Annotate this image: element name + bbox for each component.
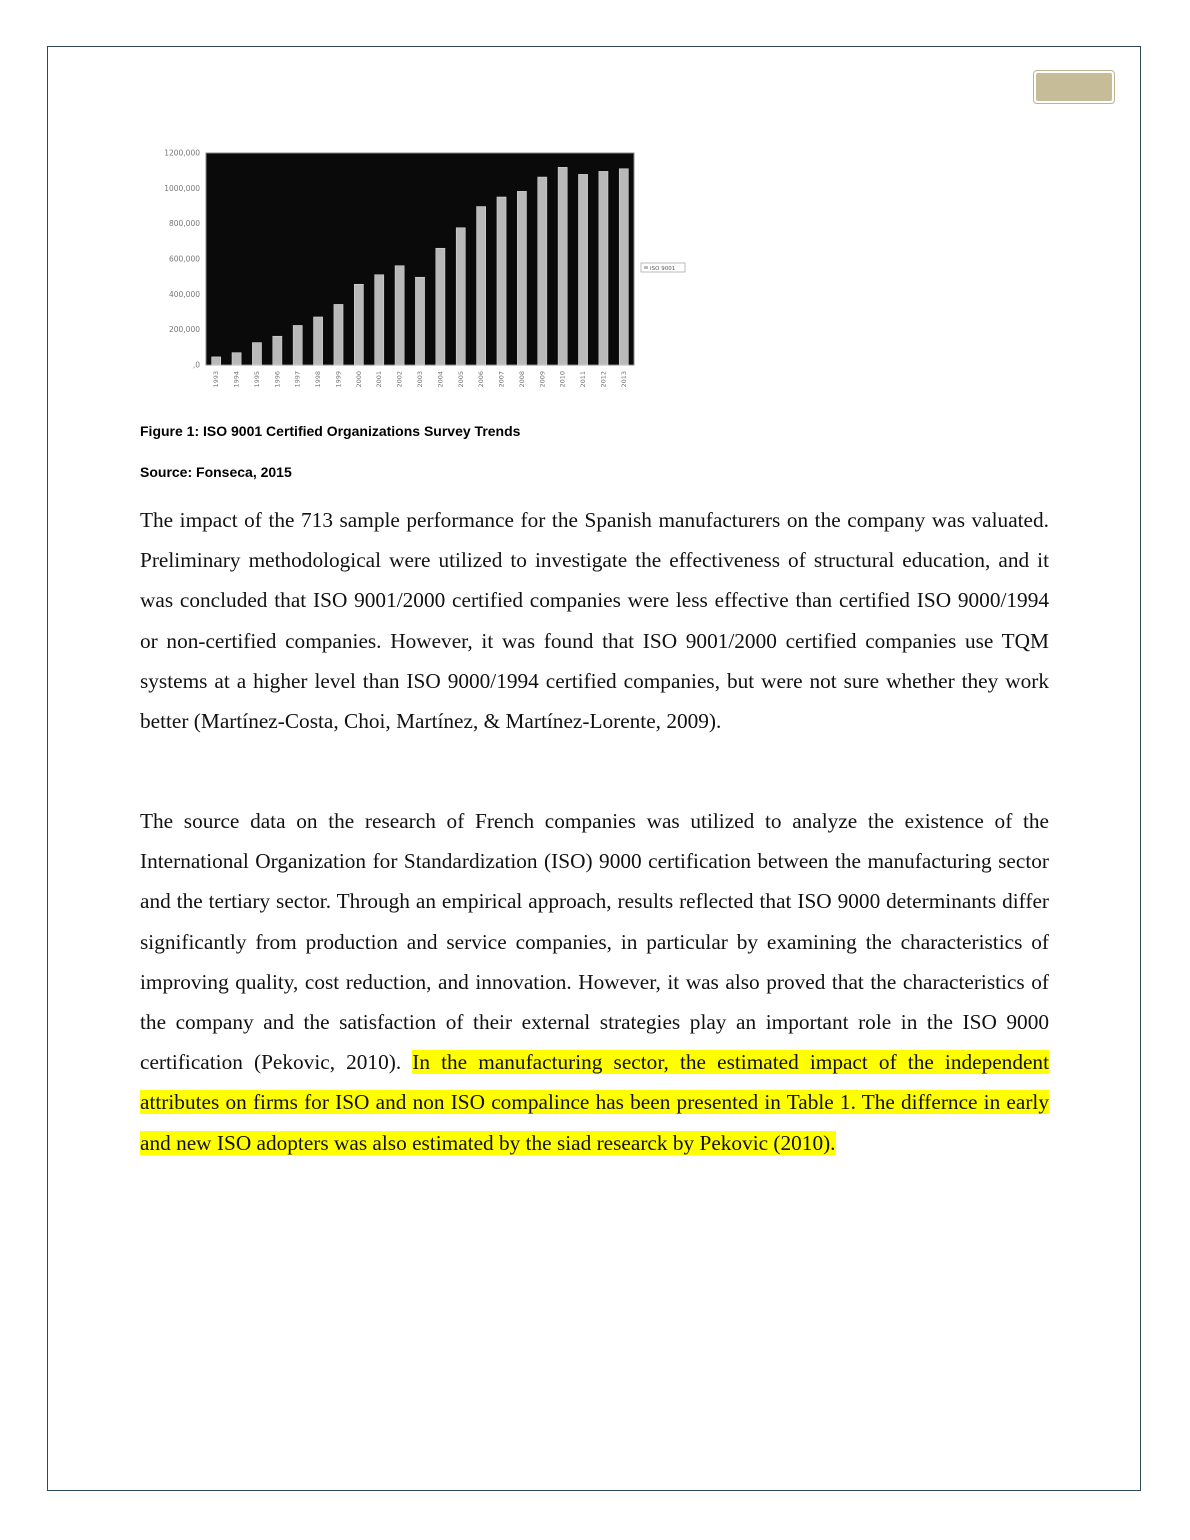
- legend: [641, 263, 685, 272]
- bar-2004: [436, 248, 445, 365]
- x-tick-label: 2004: [436, 371, 445, 388]
- iso-chart: [150, 140, 695, 390]
- y-tick-label: 800,000: [168, 219, 200, 229]
- y-axis-ticks: [164, 149, 200, 370]
- iso-chart-svg: [150, 140, 695, 390]
- bar-2005: [456, 228, 465, 365]
- bar-1998: [314, 317, 323, 365]
- bar-2012: [599, 171, 608, 365]
- body-paragraph-2: [140, 801, 1049, 1163]
- bar-2007: [497, 197, 506, 365]
- bar-1999: [334, 304, 343, 365]
- x-tick-label: 2011: [579, 371, 588, 388]
- x-tick-label: 2006: [477, 371, 486, 388]
- x-tick-label: 2012: [599, 371, 608, 388]
- bar-2011: [578, 174, 587, 365]
- x-tick-label: 1993: [212, 371, 221, 388]
- x-tick-label: 1995: [252, 371, 261, 388]
- figure-source: Source: Fonseca, 2015: [140, 464, 292, 480]
- x-tick-label: 1999: [334, 371, 343, 388]
- bar-1996: [273, 336, 282, 365]
- y-tick-label: 1000,000: [164, 183, 200, 193]
- y-tick-label: ,0: [192, 360, 200, 370]
- body-paragraph-2-text: The source data on the research of French companies was utilized to analyze the existence of the International Organization for Standardization (ISO) 9000 certification between the manufacturing sector and the tertiary sector. Through an empirical approach, results reflected that ISO 9000 determinants differ significantly from production and service companies, in particular by examining the characteristics of improving quality, cost reduction, and innovation. However, it was also proved that the characteristics of the company and the satisfaction of their external strategies play an important role in the ISO 9000 certification (Pekovic, 2010).: [140, 809, 1049, 1075]
- x-tick-label: 2010: [558, 371, 567, 388]
- x-tick-label: 1997: [293, 371, 302, 388]
- x-tick-label: 2013: [619, 371, 628, 388]
- bar-2006: [477, 207, 486, 365]
- y-tick-label: 1200,000: [164, 148, 200, 158]
- x-tick-label: 2008: [517, 371, 526, 388]
- bar-1997: [293, 325, 302, 365]
- bar-2008: [517, 191, 526, 365]
- x-tick-label: 1998: [314, 371, 323, 388]
- x-tick-label: 2007: [497, 371, 506, 388]
- y-tick-label: 200,000: [168, 325, 200, 335]
- bar-2001: [375, 275, 384, 365]
- legend-label: ISO 9001: [650, 266, 676, 272]
- x-tick-label: 2002: [395, 371, 404, 388]
- y-tick-label: 600,000: [168, 254, 200, 264]
- bar-2010: [558, 167, 567, 365]
- bar-1994: [232, 353, 241, 365]
- bar-2000: [354, 284, 363, 365]
- x-tick-label: 2001: [375, 371, 384, 388]
- x-tick-label: 2009: [538, 371, 547, 388]
- y-tick-label: 400,000: [168, 289, 200, 299]
- figure-caption: Figure 1: ISO 9001 Certified Organizations Survey Trends: [140, 423, 521, 439]
- x-tick-label: 2000: [354, 371, 363, 388]
- bar-1993: [212, 357, 221, 365]
- x-tick-label: 1994: [232, 371, 241, 388]
- bar-2013: [619, 169, 628, 365]
- legend-swatch: [644, 266, 648, 269]
- x-tick-label: 1996: [273, 371, 282, 388]
- page-number-box: [1033, 70, 1115, 104]
- bar-2009: [538, 177, 547, 365]
- bar-2002: [395, 266, 404, 365]
- page-number-fill: [1036, 73, 1112, 101]
- x-axis-ticks: [212, 371, 628, 388]
- bar-2003: [415, 277, 424, 365]
- x-tick-label: 2003: [416, 371, 424, 388]
- body-paragraph-1: The impact of the 713 sample performance for the Spanish manufacturers on the company was valuated. Preliminary methodological were utilized to investigate the effectiveness of structural education, and it was concluded that ISO 9001/2000 certified companies were less effective than certified ISO 9000/1994 or non-certified companies. However, it was found that ISO 9001/2000 certified companies use TQM systems at a higher level than ISO 9000/1994 certified companies, but were not sure whether they work better (Martínez-Costa, Choi, Martínez, & Martínez-Lorente, 2009).: [140, 508, 1049, 734]
- highlighted-text: In the manufacturing sector, the estimated impact of the independent attributes on firms for ISO and non ISO compalince has been presented in Table 1. The differnce in early and new ISO adopters was also estimated by the siad researck by Pekovic (2010).: [140, 1050, 1049, 1155]
- x-tick-label: 2005: [456, 371, 465, 388]
- bar-1995: [252, 343, 261, 365]
